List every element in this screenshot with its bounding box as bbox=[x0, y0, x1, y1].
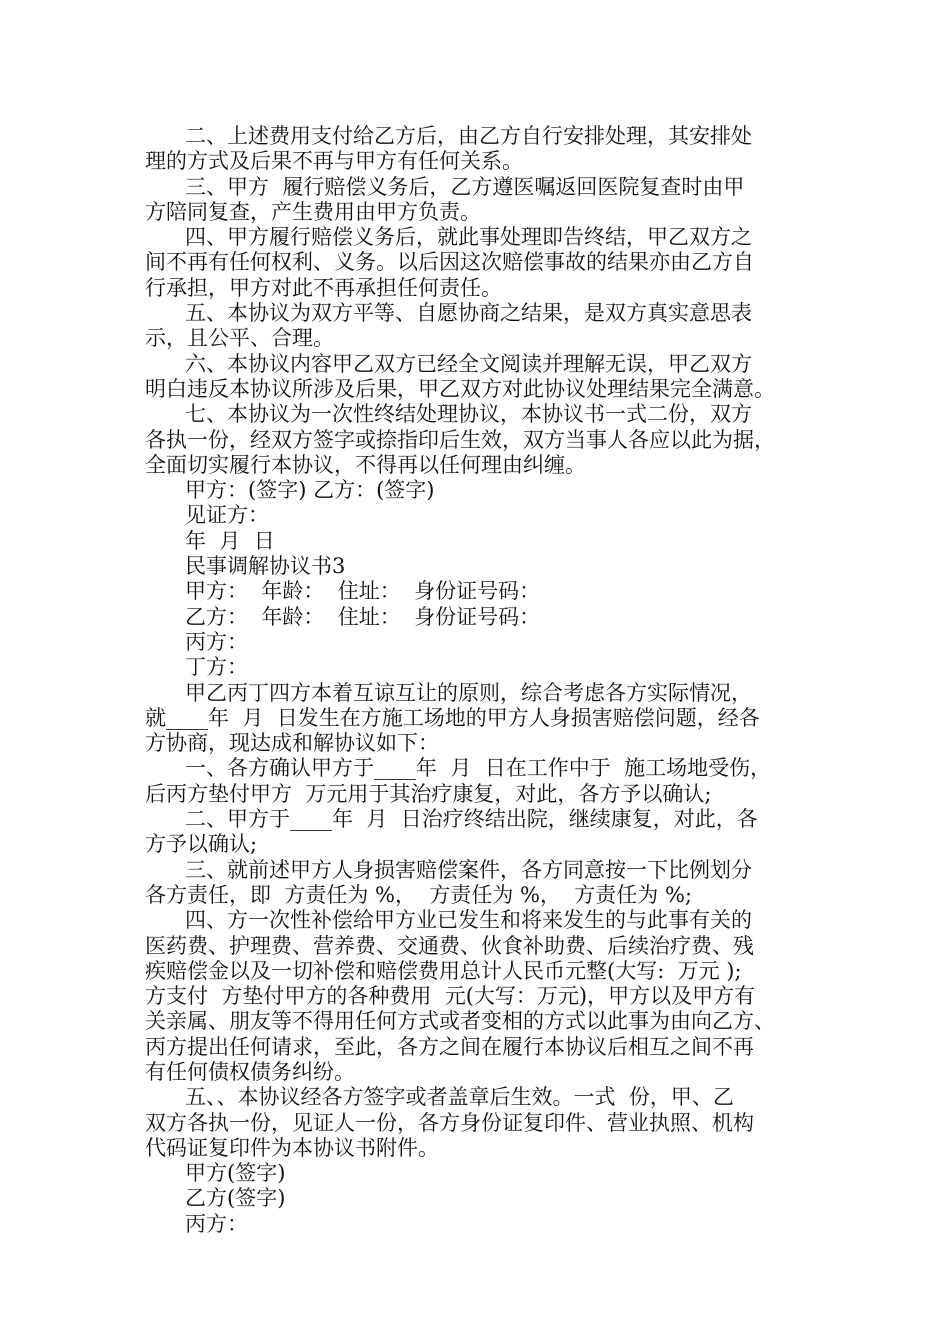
text-line: 有任何债权债务纠纷。 bbox=[145, 1059, 355, 1084]
document-body bbox=[145, 124, 815, 1237]
text-line: 就____年 月 日发生在方施工场地的甲方人身损害赔偿问题，经各 bbox=[145, 705, 760, 730]
text-line: 理的方式及后果不再与甲方有任何关系。 bbox=[145, 149, 523, 174]
text-line: 三、就前述甲方人身损害赔偿案件，各方同意按一下比例划分 bbox=[145, 857, 753, 882]
text-line: 疾赔偿金以及一切补偿和赔偿费用总计人民币元整(大写: 万元 ); bbox=[145, 958, 742, 983]
text-line: 方支付 方垫付甲方的各种费用 元(大写：万元)，甲方以及甲方有 bbox=[145, 984, 756, 1009]
text-line: 五、本协议为双方平等、自愿协商之结果，是双方真实意思表 bbox=[145, 301, 753, 326]
text-line: 五、、本协议经各方签字或者盖章后生效。一式 份，甲、乙 bbox=[145, 1085, 734, 1110]
party-info-line: 丙方： bbox=[145, 629, 249, 654]
text-line: 二、甲方于____年 月 日治疗终结出院，继续康复，对此，各 bbox=[145, 807, 758, 832]
text-line: 一、各方确认甲方于____年 月 日在工作中于 施工场地受伤， bbox=[145, 756, 772, 781]
text-line: 丙方提出任何请求，至此，各方之间在履行本协议后相互之间不再 bbox=[145, 1034, 754, 1059]
party-info-line: 乙方： 年龄： 住址： 身份证号码： bbox=[145, 604, 541, 629]
text-line: 各方责任，即 方责任为 %， 方责任为 %， 方责任为 %; bbox=[145, 882, 693, 907]
text-line: 关亲属、朋友等不得用任何方式或者变相的方式以此事为由向乙方、 bbox=[145, 1009, 775, 1034]
section-title: 民事调解协议书3 bbox=[145, 554, 346, 579]
text-line: 六、本协议内容甲乙双方已经全文阅读并理解无误，甲乙双方 bbox=[145, 351, 753, 376]
signature-line: 甲方(签字) bbox=[145, 1161, 286, 1186]
witness-line: 见证方： bbox=[145, 503, 270, 528]
text-line: 七、本协议为一次性终结处理协议，本协议书一式二份，双方 bbox=[145, 402, 753, 427]
text-line: 方协商，现达成和解协议如下： bbox=[145, 731, 439, 756]
text-line: 三、甲方 履行赔偿义务后，乙方遵医嘱返回医院复查时由甲 bbox=[145, 174, 745, 199]
party-info-line: 丁方： bbox=[145, 655, 249, 680]
text-line: 示，且公平、合理。 bbox=[145, 326, 334, 351]
text-line: 全面切实履行本协议，不得再以任何理由纠缠。 bbox=[145, 452, 586, 477]
text-line: 明白违反本协议所涉及后果，甲乙双方对此协议处理结果完全满意。 bbox=[145, 376, 775, 401]
signature-line: 丙方： bbox=[145, 1211, 249, 1236]
text-line: 方予以确认; bbox=[145, 832, 258, 857]
text-line: 后丙方垫付甲方 万元用于其治疗康复，对此，各方予以确认; bbox=[145, 781, 712, 806]
text-line: 行承担，甲方对此不再承担任何责任。 bbox=[145, 275, 502, 300]
text-line: 医药费、护理费、营养费、交通费、伙食补助费、后续治疗费、残 bbox=[145, 933, 754, 958]
text-line: 四、方一次性补偿给甲方业已发生和将来发生的与此事有关的 bbox=[145, 908, 753, 933]
text-line: 代码证复印件为本协议书附件。 bbox=[145, 1135, 439, 1160]
text-line: 双方各执一份，见证人一份，各方身份证复印件、营业执照、机构 bbox=[145, 1110, 754, 1135]
date-line: 年 月 日 bbox=[145, 528, 275, 553]
text-line: 四、甲方履行赔偿义务后，就此事处理即告终结，甲乙双方之 bbox=[145, 225, 753, 250]
party-info-line: 甲方： 年龄： 住址： 身份证号码： bbox=[145, 579, 541, 604]
signature-line: 甲方：(签字) 乙方：(签字) bbox=[145, 478, 435, 503]
text-line: 甲乙丙丁四方本着互谅互让的原则，综合考虑各方实际情况， bbox=[145, 680, 753, 705]
text-line: 间不再有任何权利、义务。以后因这次赔偿事故的结果亦由乙方自 bbox=[145, 250, 754, 275]
signature-line: 乙方(签字) bbox=[145, 1186, 286, 1211]
text-line: 各执一份，经双方签字或捺指印后生效，双方当事人各应以此为据， bbox=[145, 427, 775, 452]
text-line: 二、上述费用支付给乙方后，由乙方自行安排处理，其安排处 bbox=[145, 124, 753, 148]
text-line: 方陪同复查，产生费用由甲方负责。 bbox=[145, 199, 481, 224]
